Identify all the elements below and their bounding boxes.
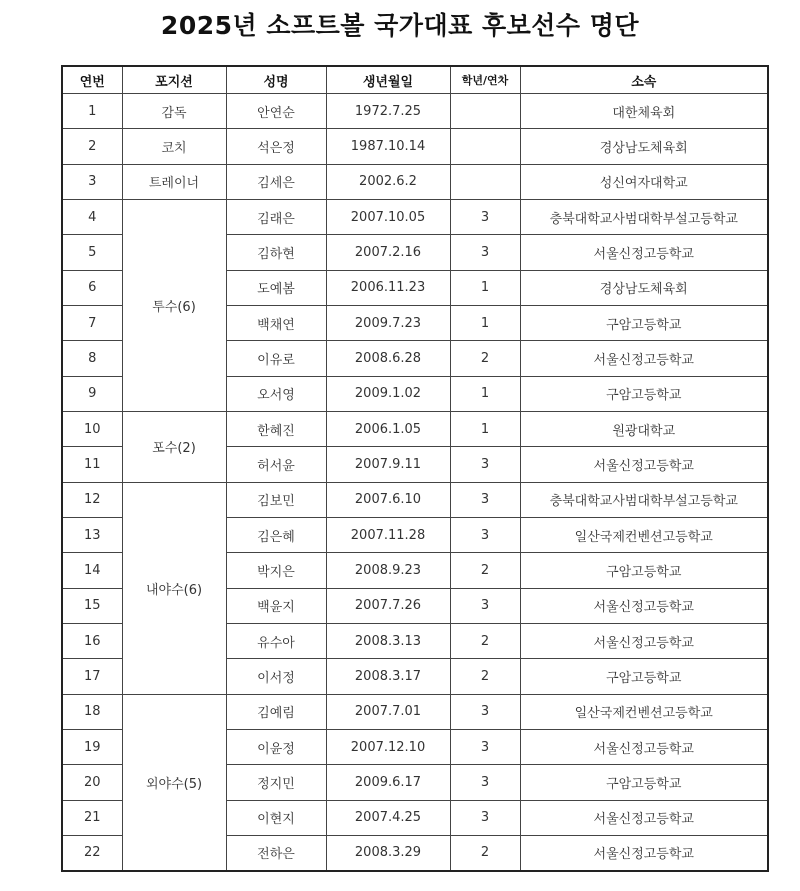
table-row (62, 482, 768, 517)
cell-birth: 2008.3.17 (326, 659, 450, 694)
cell-affiliation: 서울신정고등학교 (520, 729, 768, 764)
cell-name: 김하현 (226, 235, 326, 270)
cell-grade: 2 (450, 341, 520, 376)
cell-grade: 3 (450, 765, 520, 800)
cell-grade: 1 (450, 376, 520, 411)
cell-no: 21 (62, 800, 122, 835)
cell-grade: 2 (450, 623, 520, 658)
cell-grade: 1 (450, 305, 520, 340)
cell-name: 백채연 (226, 305, 326, 340)
cell-affiliation: 서울신정고등학교 (520, 235, 768, 270)
cell-name: 이윤정 (226, 729, 326, 764)
cell-no: 5 (62, 235, 122, 270)
cell-birth: 2007.11.28 (326, 517, 450, 552)
page-title: 2025년 소프트볼 국가대표 후보선수 명단 (160, 11, 640, 40)
cell-position-group: 외야수(5) (122, 694, 226, 871)
cell-birth: 2008.3.13 (326, 623, 450, 658)
cell-affiliation: 서울신정고등학교 (520, 341, 768, 376)
cell-birth: 2006.11.23 (326, 270, 450, 305)
cell-name: 한혜진 (226, 411, 326, 446)
cell-birth: 1972.7.25 (326, 94, 450, 129)
cell-affiliation: 일산국제컨벤션고등학교 (520, 517, 768, 552)
cell-birth: 2007.6.10 (326, 482, 450, 517)
cell-position: 트레이너 (122, 164, 226, 199)
cell-no: 1 (62, 94, 122, 129)
cell-grade (450, 164, 520, 199)
cell-name: 박지은 (226, 553, 326, 588)
cell-affiliation: 구암고등학교 (520, 765, 768, 800)
cell-grade: 1 (450, 270, 520, 305)
cell-affiliation: 원광대학교 (520, 411, 768, 446)
cell-name: 안연순 (226, 94, 326, 129)
cell-no: 7 (62, 305, 122, 340)
cell-grade (450, 94, 520, 129)
cell-position-group: 내야수(6) (122, 482, 226, 694)
cell-affiliation: 경상남도체육회 (520, 129, 768, 164)
cell-birth: 2006.1.05 (326, 411, 450, 446)
cell-grade: 3 (450, 588, 520, 623)
table-row (62, 94, 768, 129)
cell-birth: 2009.7.23 (326, 305, 450, 340)
cell-name: 김래은 (226, 199, 326, 234)
cell-birth: 2009.6.17 (326, 765, 450, 800)
cell-no: 17 (62, 659, 122, 694)
cell-grade: 3 (450, 694, 520, 729)
cell-affiliation: 구암고등학교 (520, 305, 768, 340)
cell-grade: 3 (450, 447, 520, 482)
cell-birth: 2007.4.25 (326, 800, 450, 835)
cell-birth: 2007.2.16 (326, 235, 450, 270)
cell-position-group: 투수(6) (122, 199, 226, 411)
cell-affiliation: 구암고등학교 (520, 376, 768, 411)
table-row (62, 129, 768, 164)
table-row (62, 694, 768, 729)
cell-affiliation: 일산국제컨벤션고등학교 (520, 694, 768, 729)
header-row (62, 66, 768, 94)
header-birth: 생년월일 (326, 66, 450, 94)
cell-name: 석은정 (226, 129, 326, 164)
cell-position-group: 포수(2) (122, 411, 226, 482)
table-row (62, 164, 768, 199)
cell-birth: 2007.12.10 (326, 729, 450, 764)
cell-birth: 2008.9.23 (326, 553, 450, 588)
cell-name: 이현지 (226, 800, 326, 835)
cell-grade: 3 (450, 199, 520, 234)
cell-no: 13 (62, 517, 122, 552)
cell-grade: 1 (450, 411, 520, 446)
cell-affiliation: 충북대학교사범대학부설고등학교 (520, 199, 768, 234)
cell-grade (450, 129, 520, 164)
cell-affiliation: 서울신정고등학교 (520, 447, 768, 482)
cell-no: 19 (62, 729, 122, 764)
header-no: 연번 (62, 66, 122, 94)
cell-name: 유수아 (226, 623, 326, 658)
cell-no: 6 (62, 270, 122, 305)
cell-affiliation: 서울신정고등학교 (520, 623, 768, 658)
cell-name: 이유로 (226, 341, 326, 376)
cell-grade: 3 (450, 800, 520, 835)
cell-name: 김예림 (226, 694, 326, 729)
cell-no: 20 (62, 765, 122, 800)
cell-grade: 3 (450, 729, 520, 764)
cell-no: 9 (62, 376, 122, 411)
cell-grade: 2 (450, 553, 520, 588)
cell-affiliation: 구암고등학교 (520, 553, 768, 588)
cell-affiliation: 서울신정고등학교 (520, 800, 768, 835)
cell-name: 전하은 (226, 835, 326, 871)
cell-name: 허서윤 (226, 447, 326, 482)
cell-birth: 2007.9.11 (326, 447, 450, 482)
cell-name: 김세은 (226, 164, 326, 199)
cell-grade: 3 (450, 517, 520, 552)
cell-birth: 2007.10.05 (326, 199, 450, 234)
table-body (62, 94, 768, 872)
cell-position: 코치 (122, 129, 226, 164)
cell-affiliation: 대한체육회 (520, 94, 768, 129)
cell-no: 16 (62, 623, 122, 658)
cell-birth: 2002.6.2 (326, 164, 450, 199)
cell-grade: 3 (450, 235, 520, 270)
cell-affiliation: 구암고등학교 (520, 659, 768, 694)
cell-birth: 2009.1.02 (326, 376, 450, 411)
cell-affiliation: 충북대학교사범대학부설고등학교 (520, 482, 768, 517)
roster-table (61, 65, 769, 872)
cell-no: 10 (62, 411, 122, 446)
cell-no: 2 (62, 129, 122, 164)
cell-affiliation: 서울신정고등학교 (520, 588, 768, 623)
cell-no: 11 (62, 447, 122, 482)
cell-affiliation: 경상남도체육회 (520, 270, 768, 305)
table-row (62, 199, 768, 234)
table-row (62, 411, 768, 446)
cell-grade: 3 (450, 482, 520, 517)
cell-name: 백윤지 (226, 588, 326, 623)
cell-name: 오서영 (226, 376, 326, 411)
header-grade: 학년/연차 (450, 66, 520, 94)
cell-birth: 1987.10.14 (326, 129, 450, 164)
cell-name: 김은혜 (226, 517, 326, 552)
cell-name: 정지민 (226, 765, 326, 800)
cell-no: 8 (62, 341, 122, 376)
cell-grade: 2 (450, 659, 520, 694)
cell-no: 18 (62, 694, 122, 729)
cell-grade: 2 (450, 835, 520, 871)
cell-name: 이서정 (226, 659, 326, 694)
header-affiliation: 소속 (520, 66, 768, 94)
cell-no: 14 (62, 553, 122, 588)
cell-no: 4 (62, 199, 122, 234)
header-position: 포지션 (122, 66, 226, 94)
cell-birth: 2007.7.01 (326, 694, 450, 729)
header-name: 성명 (226, 66, 326, 94)
cell-affiliation: 서울신정고등학교 (520, 835, 768, 871)
table-header (62, 66, 768, 94)
cell-no: 22 (62, 835, 122, 871)
cell-birth: 2008.3.29 (326, 835, 450, 871)
cell-no: 12 (62, 482, 122, 517)
cell-birth: 2007.7.26 (326, 588, 450, 623)
cell-no: 15 (62, 588, 122, 623)
cell-name: 김보민 (226, 482, 326, 517)
cell-no: 3 (62, 164, 122, 199)
cell-position: 감독 (122, 94, 226, 129)
cell-birth: 2008.6.28 (326, 341, 450, 376)
cell-name: 도예봄 (226, 270, 326, 305)
cell-affiliation: 성신여자대학교 (520, 164, 768, 199)
